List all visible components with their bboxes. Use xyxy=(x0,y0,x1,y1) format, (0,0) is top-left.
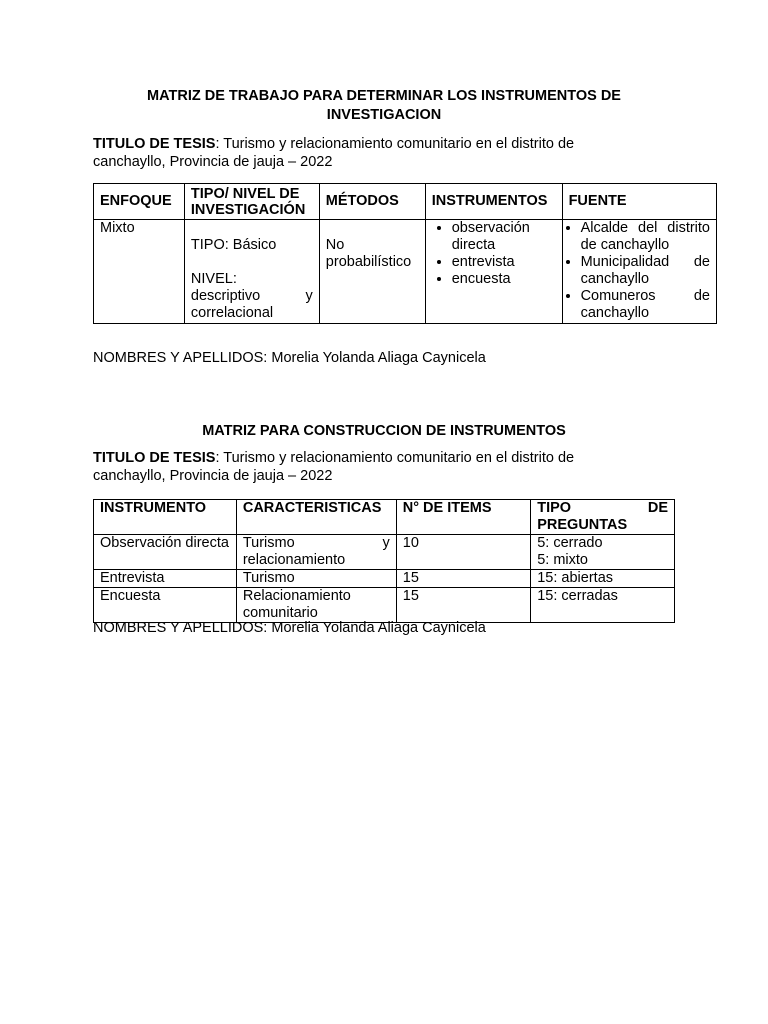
table-row xyxy=(94,535,675,570)
cell-items: 15 xyxy=(396,588,530,623)
cell-tipo: 5: cerrado 5: mixto xyxy=(531,535,675,570)
header-caracteristicas: CARACTERISTICAS xyxy=(236,500,396,535)
header-metodos: MÉTODOS xyxy=(319,184,425,220)
header-enfoque: ENFOQUE xyxy=(94,184,185,220)
section2-title: MATRIZ PARA CONSTRUCCION DE INSTRUMENTOS xyxy=(202,423,566,439)
list-item: • encuesta xyxy=(452,271,556,288)
header-instrumentos: INSTRUMENTOS xyxy=(425,184,562,220)
header-tipo-preguntas: TIPO DE PREGUNTAS xyxy=(531,500,675,535)
table-row xyxy=(94,570,675,588)
cell-tipo: 15: abiertas xyxy=(531,570,675,588)
thesis-label: TITULO DE TESIS xyxy=(93,136,216,152)
instrumentos-list xyxy=(432,220,556,288)
cell-instrumentos xyxy=(425,220,562,324)
cell-items: 15 xyxy=(396,570,530,588)
header-tipo-nivel: TIPO/ NIVEL DE INVESTIGACIÓN xyxy=(184,184,319,220)
list-item: • entrevista xyxy=(452,254,556,271)
construction-matrix-table xyxy=(93,499,675,623)
cell-instrumento: Entrevista xyxy=(94,570,237,588)
list-item: • Municipalidad de canchayllo xyxy=(581,254,710,288)
thesis-label: TITULO DE TESIS xyxy=(93,450,216,466)
tipo-value: TIPO: Básico xyxy=(190,237,277,253)
cell-caracteristicas: Turismo xyxy=(236,570,396,588)
header-instrumento: INSTRUMENTO xyxy=(94,500,237,535)
table-header-row xyxy=(94,184,717,220)
instruments-matrix-table xyxy=(93,183,717,324)
nivel-value-line: descriptivo y xyxy=(190,288,313,304)
cell-tipo-nivel: TIPO: Básico NIVEL: descriptivo y correlacional xyxy=(184,220,319,324)
table-row xyxy=(94,588,675,623)
cell-items: 10 xyxy=(396,535,530,570)
cell-enfoque: Mixto xyxy=(94,220,185,324)
cell-tipo: 15: cerradas xyxy=(531,588,675,623)
table-header-row xyxy=(94,500,675,535)
thesis-text-line1: : Turismo y relacionamiento comunitario en el distrito de xyxy=(215,450,575,466)
section1-thesis xyxy=(93,136,675,171)
section2-thesis xyxy=(93,450,675,485)
list-item: • Alcalde del distrito de canchayllo xyxy=(581,220,710,254)
fuente-list xyxy=(569,220,710,322)
section2-names: NOMBRES Y APELLIDOS: Morelia Yolanda Aliaga Caynicela xyxy=(93,620,486,636)
header-items: N° DE ITEMS xyxy=(396,500,530,535)
cell-caracteristicas: Turismo y relacionamiento xyxy=(236,535,396,570)
cell-instrumento: Observación directa xyxy=(94,535,237,570)
nivel-label: NIVEL: xyxy=(190,271,237,287)
section1-names: NOMBRES Y APELLIDOS: Morelia Yolanda Aliaga Caynicela xyxy=(93,350,486,366)
cell-metodos xyxy=(319,220,425,324)
cell-fuente xyxy=(562,220,716,324)
cell-instrumento: Encuesta xyxy=(94,588,237,623)
list-item: • observación directa xyxy=(452,220,556,254)
thesis-text-line1: : Turismo y relacionamiento comunitario en el distrito de xyxy=(215,136,575,152)
list-item: • Comuneros de canchayllo xyxy=(581,288,710,322)
section1-title xyxy=(93,87,675,125)
section1-title-line1: MATRIZ DE TRABAJO PARA DETERMINAR LOS INSTRUMENTOS DE xyxy=(147,88,621,104)
thesis-text-line2: canchayllo, Provincia de jauja – 2022 xyxy=(93,153,333,170)
header-fuente: FUENTE xyxy=(562,184,716,220)
section1-title-line2: INVESTIGACION xyxy=(326,107,442,123)
metodos-value: No probabilístico xyxy=(325,237,412,270)
thesis-text-line2: canchayllo, Provincia de jauja – 2022 xyxy=(93,467,333,484)
table-row xyxy=(94,220,717,324)
cell-caracteristicas: Relacionamiento comunitario xyxy=(236,588,396,623)
